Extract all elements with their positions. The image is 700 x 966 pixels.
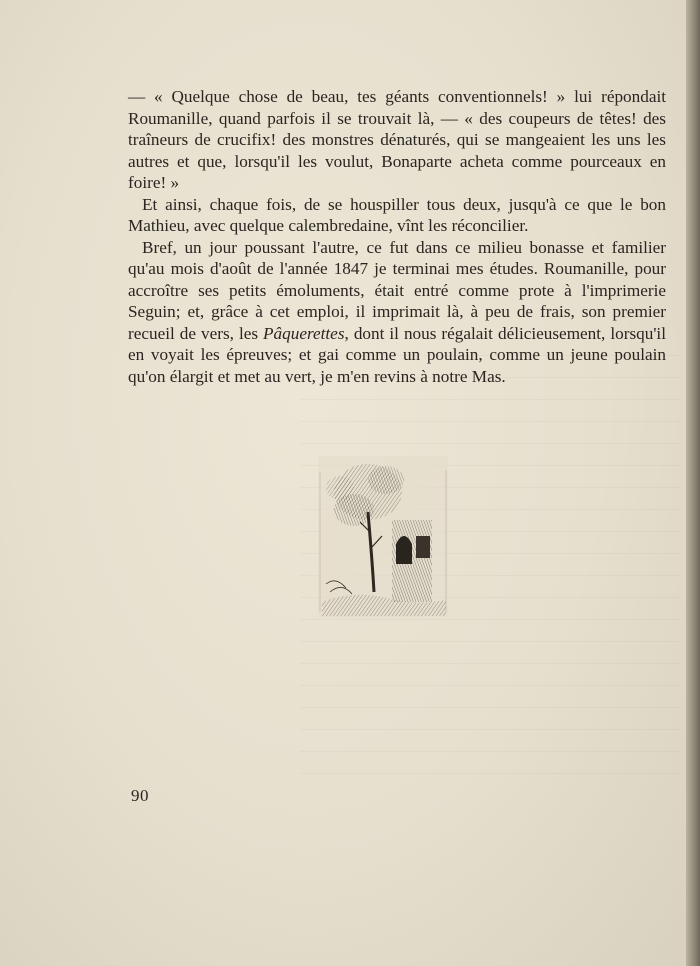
- paragraph-3-before: Bref, un jour poussant l'autre, ce fut dans ce milieu bonasse et familier qu'au mois d'août de l'année 1847 je terminai mes études. Roumanille, pour accroître ses petits émoluments, était entré comme prote à l'imprimerie Seguin; et, grâce à cet emploi, il imprimait là, à peu de frais, son premier recueil de vers, les: [128, 237, 666, 343]
- engraving-illustration: [316, 452, 450, 622]
- body-text: [128, 86, 666, 387]
- book-spine-edge: [686, 0, 700, 966]
- paragraph-1: — « Quelque chose de beau, tes géants conventionnels! » lui répondait Roumanille, quand parfois il se trouvait là, — « des coupeurs de têtes! des traîneurs de crucifix! des monstres dénaturés, qui se mangeaient les uns les autres et que, lorsqu'il les voulut, Bonaparte acheta comme pourceaux en foire! »: [128, 87, 666, 192]
- paragraph-2: Et ainsi, chaque fois, de se houspiller tous deux, jusqu'à ce que le bon Mathieu, avec quelque calembredaine, vînt les réconcilier.: [128, 194, 666, 235]
- paragraph-3-after: , dont il nous régalait délicieusement, lorsqu'il en voyait les épreuves; et gai comme un poulain, comme un jeune poulain qu'on élargit et met au vert, je m'en revins à notre Mas.: [128, 323, 666, 386]
- paragraph-3: [128, 237, 666, 388]
- page-number: 90: [131, 786, 149, 805]
- book-title: Pâquerettes: [263, 323, 345, 343]
